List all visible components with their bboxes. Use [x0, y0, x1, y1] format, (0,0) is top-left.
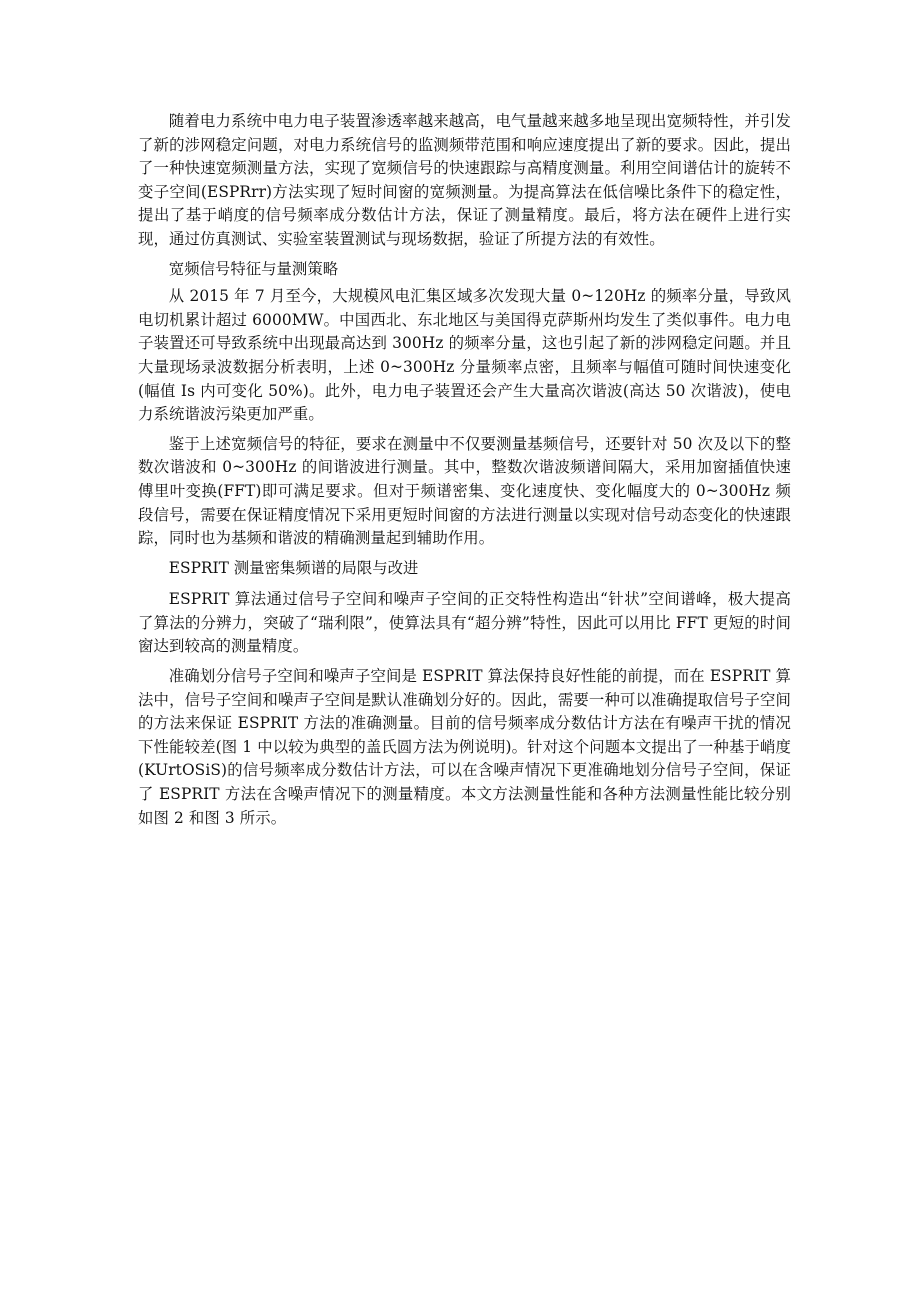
- document-body: [138, 110, 791, 836]
- section-heading-broadband-signal: 宽频信号特征与量测策略: [168, 259, 339, 278]
- section-heading-esprit: ESPRIT 测量密集频谱的局限与改进: [168, 558, 419, 577]
- paragraph-esprit-improvement: 准确划分信号子空间和噪声子空间是 ESPRIT 算法保持良好性能的前提，而在 ESPRIT 算法中，信号子空间和噪声子空间是默认准确划分好的。因此，需要一种可以准确提取信号子空间的方法来保证 ESPRIT 方法的准确测量。目前的信号频率成分数估计方法在有噪声干扰的情况下性能较差(图 1 中以较为典型的盖氏圆方法为例说明)。针对这个问题本文提出了一种基于峭度(KUrtOSiS)的信号频率成分数估计方法，可以在含噪声情况下更准确地划分信号子空间，保证了 ESPRIT 方法在含噪声情况下的测量精度。本文方法测量性能和各种方法测量性能比较分别如图 2 和图 3 所示。: [138, 667, 791, 827]
- paragraph-esprit-principle: ESPRIT 算法通过信号子空间和噪声子空间的正交特性构造出“针状”空间谱峰，极大提高了算法的分辨力，突破了“瑞利限”，使算法具有“超分辨”特性，因此可以用比 FFT 更短的时间窗达到较高的测量精度。: [138, 590, 791, 656]
- paragraph-broadband-features: 从 2015 年 7 月至今，大规模风电汇集区域多次发现大量 0~120Hz 的频率分量，导致风电切机累计超过 6000MW。中国西北、东北地区与美国得克萨斯州均发生了类似事件。电力电子装置还可导致系统中出现最高达到 300Hz 的频率分量，这也引起了新的涉网稳定问题。并且大量现场录波数据分析表明，上述 0~300Hz 分量频率点密，且频率与幅值可随时间快速变化(幅值 Is 内可变化 50%)。此外，电力电子装置还会产生大量高次谐波(高达 50 次谐波)，使电力系统谐波污染更加严重。: [138, 287, 791, 424]
- intro-paragraph: 随着电力系统中电力电子装置渗透率越来越高，电气量越来越多地呈现出宽频特性，并引发了新的涉网稳定问题，对电力系统信号的监测频带范围和响应速度提出了新的要求。因此，提出了一种快速宽频测量方法，实现了宽频信号的快速跟踪与高精度测量。利用空间谱估计的旋转不变子空间(ESPRrr)方法实现了短时间窗的宽频测量。为提高算法在低信噪比条件下的稳定性，提出了基于峭度的信号频率成分数估计方法，保证了测量精度。最后，将方法在硬件上进行实现，通过仿真测试、实验室装置测试与现场数据，验证了所提方法的有效性。: [138, 112, 791, 248]
- paragraph-measurement-requirements: 鉴于上述宽频信号的特征，要求在测量中不仅要测量基频信号，还要针对 50 次及以下的整数次谐波和 0~300Hz 的间谐波进行测量。其中，整数次谐波频谱间隔大，采用加窗插值快速傅里叶变换(FFT)即可满足要求。但对于频谱密集、变化速度快、变化幅度大的 0~300Hz 频段信号，需要在保证精度情况下采用更短时间窗的方法进行测量以实现对信号动态变化的快速跟踪，同时也为基频和谐波的精确测量起到辅助作用。: [138, 434, 791, 548]
